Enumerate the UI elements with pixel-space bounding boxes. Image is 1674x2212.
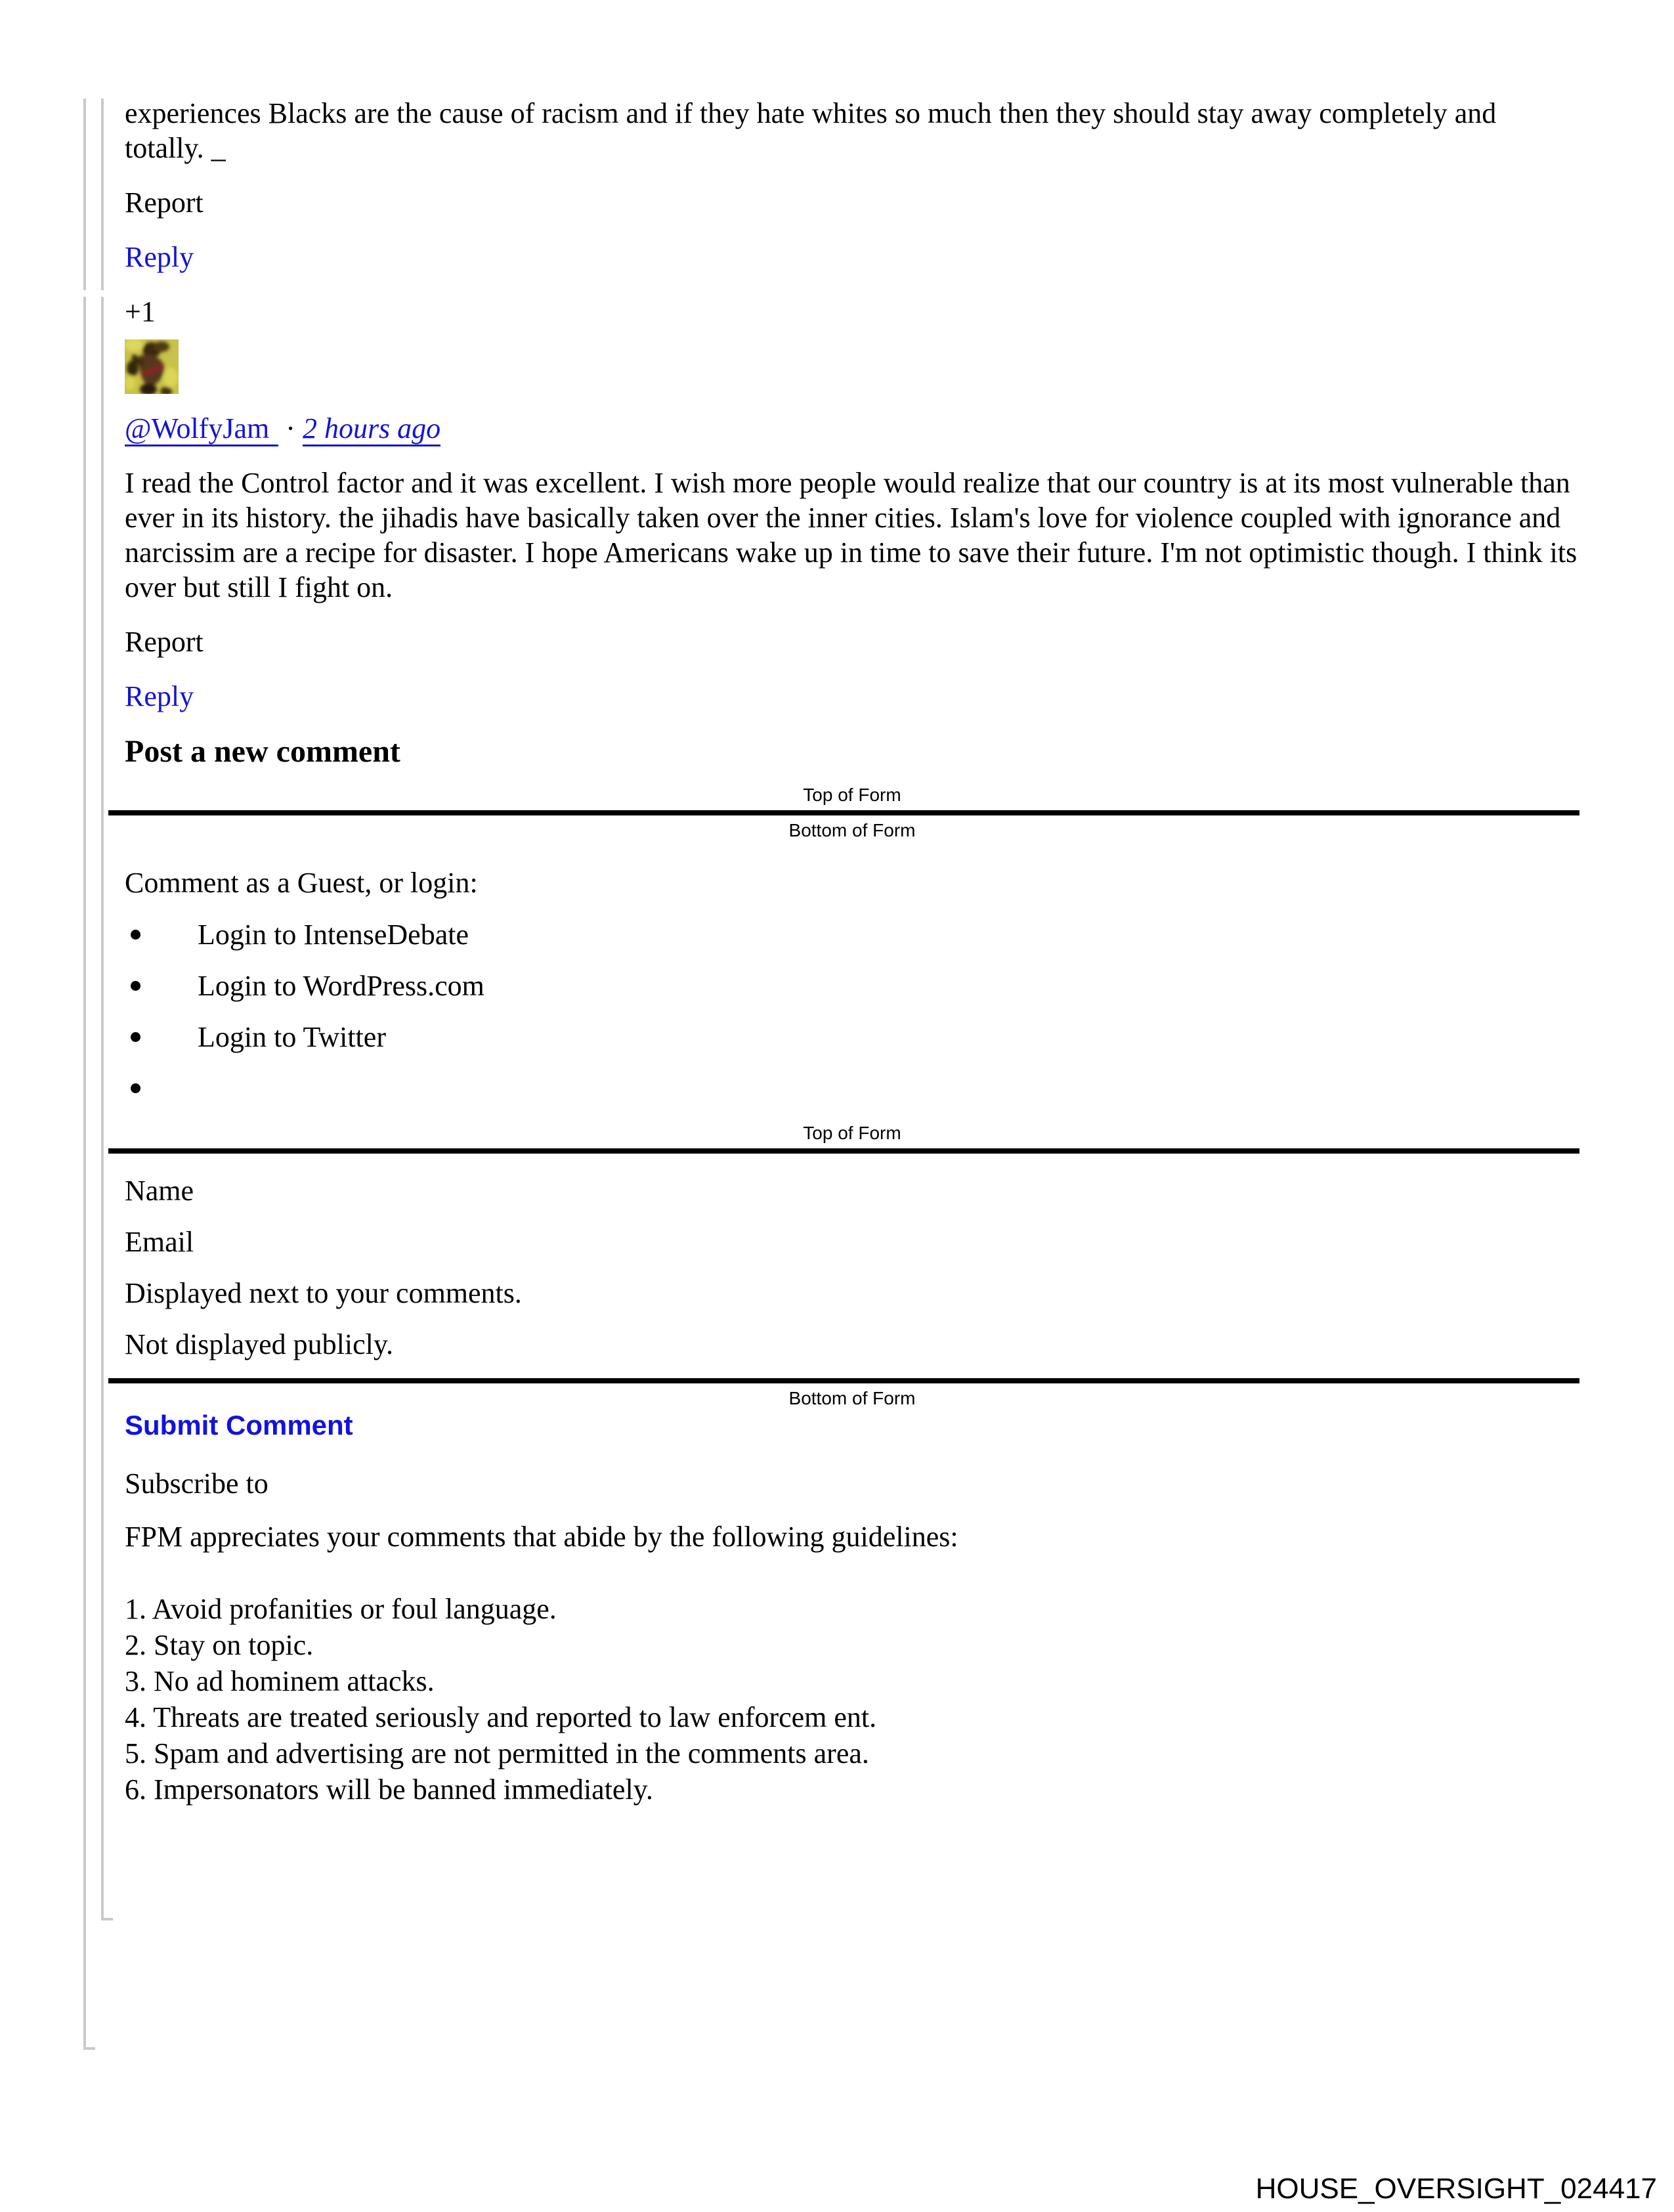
form-divider bbox=[108, 1378, 1579, 1383]
guest-login-prompt: Comment as a Guest, or login: bbox=[125, 867, 478, 899]
bullet-icon bbox=[131, 981, 140, 991]
author-link[interactable]: @WolfyJam bbox=[125, 412, 278, 446]
name-field-hint: Displayed next to your comments. bbox=[125, 1277, 522, 1309]
report-link[interactable]: Report bbox=[125, 626, 204, 658]
form-divider bbox=[108, 810, 1579, 815]
login-option-wordpress[interactable] bbox=[125, 968, 1579, 1003]
guideline-item: 6. Impersonators will be banned immediately. bbox=[125, 1773, 653, 1806]
guidelines-list bbox=[125, 1591, 1579, 1808]
top-of-form-label: Top of Form bbox=[803, 1123, 901, 1143]
bottom-of-form-label: Bottom of Form bbox=[788, 820, 916, 840]
subscribe-label: Subscribe to bbox=[125, 1467, 268, 1500]
comment-text: experiences Blacks are the cause of racism and if they hate whites so much then they should stay away completely and totally. _ bbox=[125, 97, 1497, 164]
login-option-label: Login to IntenseDebate bbox=[198, 919, 469, 951]
quote-border-outer-top bbox=[83, 98, 86, 290]
login-option-intensedebate[interactable] bbox=[125, 917, 1579, 952]
quote-border-inner-bottom bbox=[101, 297, 104, 1920]
email-field-hint: Not displayed publicly. bbox=[125, 1328, 393, 1360]
comment-meta bbox=[125, 411, 1579, 446]
guideline-item: 4. Threats are treated seriously and reported to law enforcem ent. bbox=[125, 1701, 877, 1733]
submit-comment-button[interactable]: Submit Comment bbox=[125, 1410, 353, 1441]
reply-link[interactable]: Reply bbox=[125, 680, 194, 712]
quote-border-outer-bottom bbox=[83, 297, 86, 2050]
guideline-item: 5. Spam and advertising are not permitted in the comments area. bbox=[125, 1737, 869, 1769]
guidelines-intro: FPM appreciates your comments that abide by the following guidelines: bbox=[125, 1521, 958, 1553]
quote-border-inner-top bbox=[101, 98, 104, 290]
bates-stamp: HOUSE_OVERSIGHT_024417 bbox=[1255, 2173, 1657, 2205]
comment-text: I read the Control factor and it was excellent. I wish more people would realize that our country is at its most vulnerable than ever in its history. the jihadis have basically taken over the inner cities. Islam's love for violence coupled with ignorance and narcissim are a recipe for disaster. I hope Americans wake up in time to save their future. I'm not optimistic though. I think its over but still I fight on. bbox=[125, 467, 1577, 603]
reply-link[interactable]: Reply bbox=[125, 241, 194, 273]
login-options-list bbox=[125, 917, 1579, 1106]
timestamp-link[interactable]: 2 hours ago bbox=[303, 412, 440, 446]
name-field-label: Name bbox=[125, 1175, 194, 1207]
user-avatar-photo-icon bbox=[125, 339, 179, 394]
bottom-of-form-label: Bottom of Form bbox=[788, 1388, 916, 1408]
guideline-item: 3. No ad hominem attacks. bbox=[125, 1665, 435, 1697]
report-link[interactable]: Report bbox=[125, 186, 204, 219]
post-comment-heading: Post a new comment bbox=[125, 734, 400, 769]
avatar[interactable] bbox=[125, 339, 1579, 394]
form-divider bbox=[108, 1148, 1579, 1154]
meta-separator: · bbox=[278, 412, 303, 445]
login-option-label: Login to Twitter bbox=[198, 1021, 386, 1053]
email-field-label: Email bbox=[125, 1226, 194, 1258]
bullet-icon bbox=[131, 1083, 140, 1093]
login-option-empty bbox=[125, 1071, 1579, 1106]
vote-count: +1 bbox=[125, 295, 156, 328]
top-of-form-label: Top of Form bbox=[803, 785, 901, 805]
quote-border-inner-endcap bbox=[101, 1918, 113, 1920]
guideline-item: 1. Avoid profanities or foul language. bbox=[125, 1593, 557, 1625]
bullet-icon bbox=[131, 1032, 140, 1042]
bullet-icon bbox=[131, 930, 140, 940]
comment-thread bbox=[125, 0, 1579, 1808]
quote-border-outer-endcap bbox=[83, 2047, 95, 2050]
login-option-twitter[interactable] bbox=[125, 1020, 1579, 1054]
guideline-item: 2. Stay on topic. bbox=[125, 1629, 314, 1661]
login-option-label: Login to WordPress.com bbox=[198, 970, 484, 1002]
